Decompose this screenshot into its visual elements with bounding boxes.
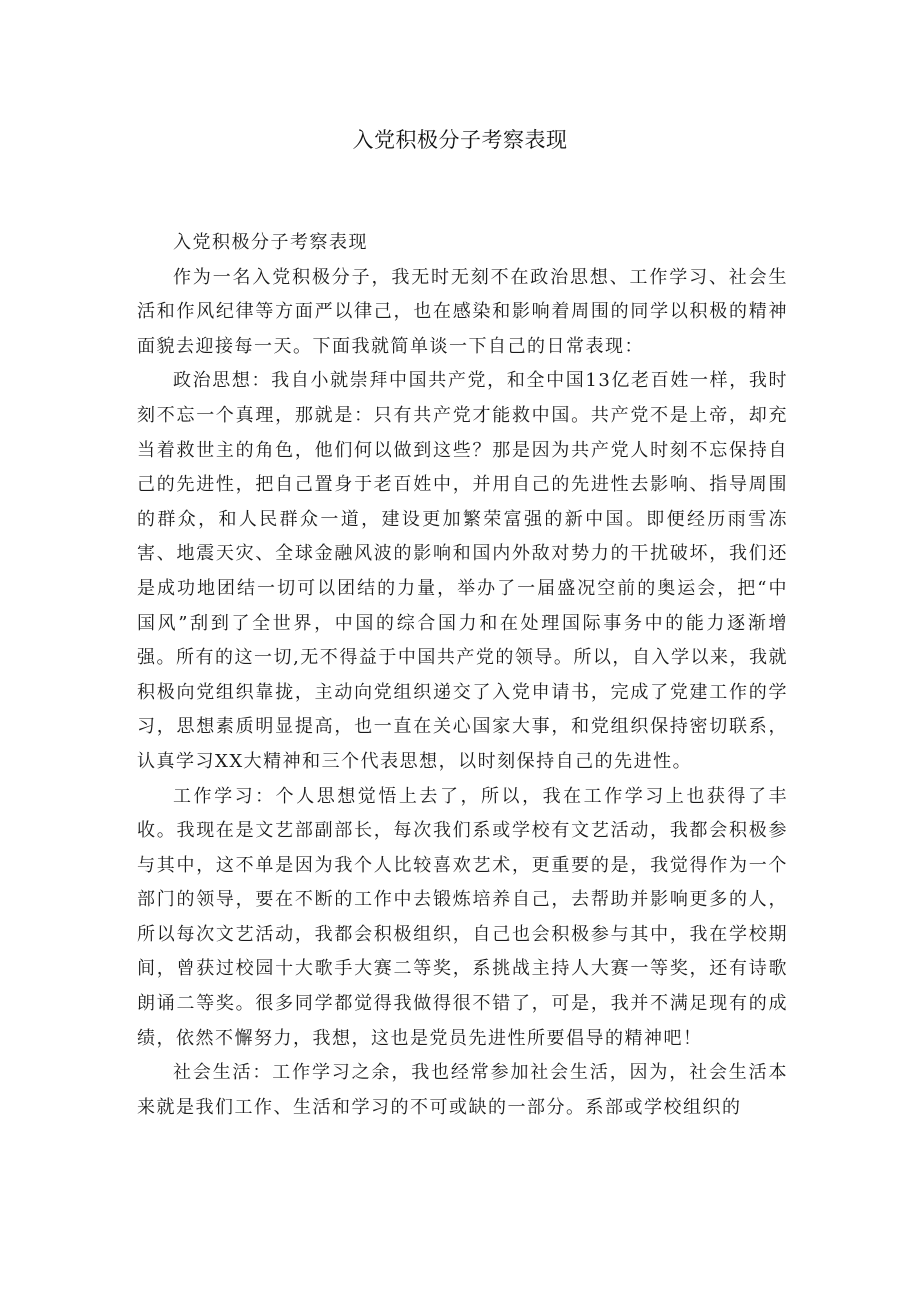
social-life-paragraph: 社会生活：工作学习之余，我也经常参加社会生活，因为，社会生活本来就是我们工作、生活和学习的不可或缺的一部分。系部或学校组织的: [137, 1062, 788, 1118]
document-body: [137, 226, 788, 1125]
document-title: 入党积极分子考察表现: [352, 128, 568, 152]
subtitle-paragraph: 入党积极分子考察表现: [173, 232, 368, 253]
intro-paragraph: 作为一名入党积极分子，我无时无刻不在政治思想、工作学习、社会生活和作风纪律等方面严以律己，也在感染和影响着周围的同学以积极的精神面貌去迎接每一天。下面我就简单谈一下自己的日常表现：: [137, 266, 788, 357]
work-study-paragraph: 工作学习：个人思想觉悟上去了，所以，我在工作学习上也获得了丰收。我现在是文艺部副部长，每次我们系或学校有文艺活动，我都会积极参与其中，这不单是因为我个人比较喜欢艺术，更重要的是，我觉得作为一个部门的领导，要在不断的工作中去锻炼培养自己，去帮助并影响更多的人，所以每次文艺活动，我都会积极组织，自己也会积极参与其中，我在学校期间，曾获过校园十大歌手大赛二等奖，系挑战主持人大赛一等奖，还有诗歌朗诵二等奖。很多同学都觉得我做得很不错了，可是，我并不满足现有的成绩，依然不懈努力，我想，这也是党员先进性所要倡导的精神吧！: [137, 785, 788, 1049]
political-thought-paragraph: 政治思想：我自小就崇拜中国共产党，和全中国13亿老百姓一样，我时刻不忘一个真理，那就是：只有共产党才能救中国。共产党不是上帝，却充当着救世主的角色，他们何以做到这些？那是因为共产党人时刻不忘保持自己的先进性，把自己置身于老百姓中，并用自己的先进性去影响、指导周围的群众，和人民群众一道，建设更加繁荣富强的新中国。即便经历雨雪冻害、地震天灾、全球金融风波的影响和国内外敌对势力的干扰破坏，我们还是成功地团结一切可以团结的力量，举办了一届盛况空前的奥运会，把“中国风”刮到了全世界，中国的综合国力和在处理国际事务中的能力逐渐增强。所有的这一切,无不得益于中国共产党的领导。所以，自入学以来，我就积极向党组织靠拢，主动向党组织递交了入党申请书，完成了党建工作的学习，思想素质明显提高，也一直在关心国家大事，和党组织保持密切联系，认真学习XX大精神和三个代表思想，以时刻保持自己的先进性。: [137, 370, 788, 772]
